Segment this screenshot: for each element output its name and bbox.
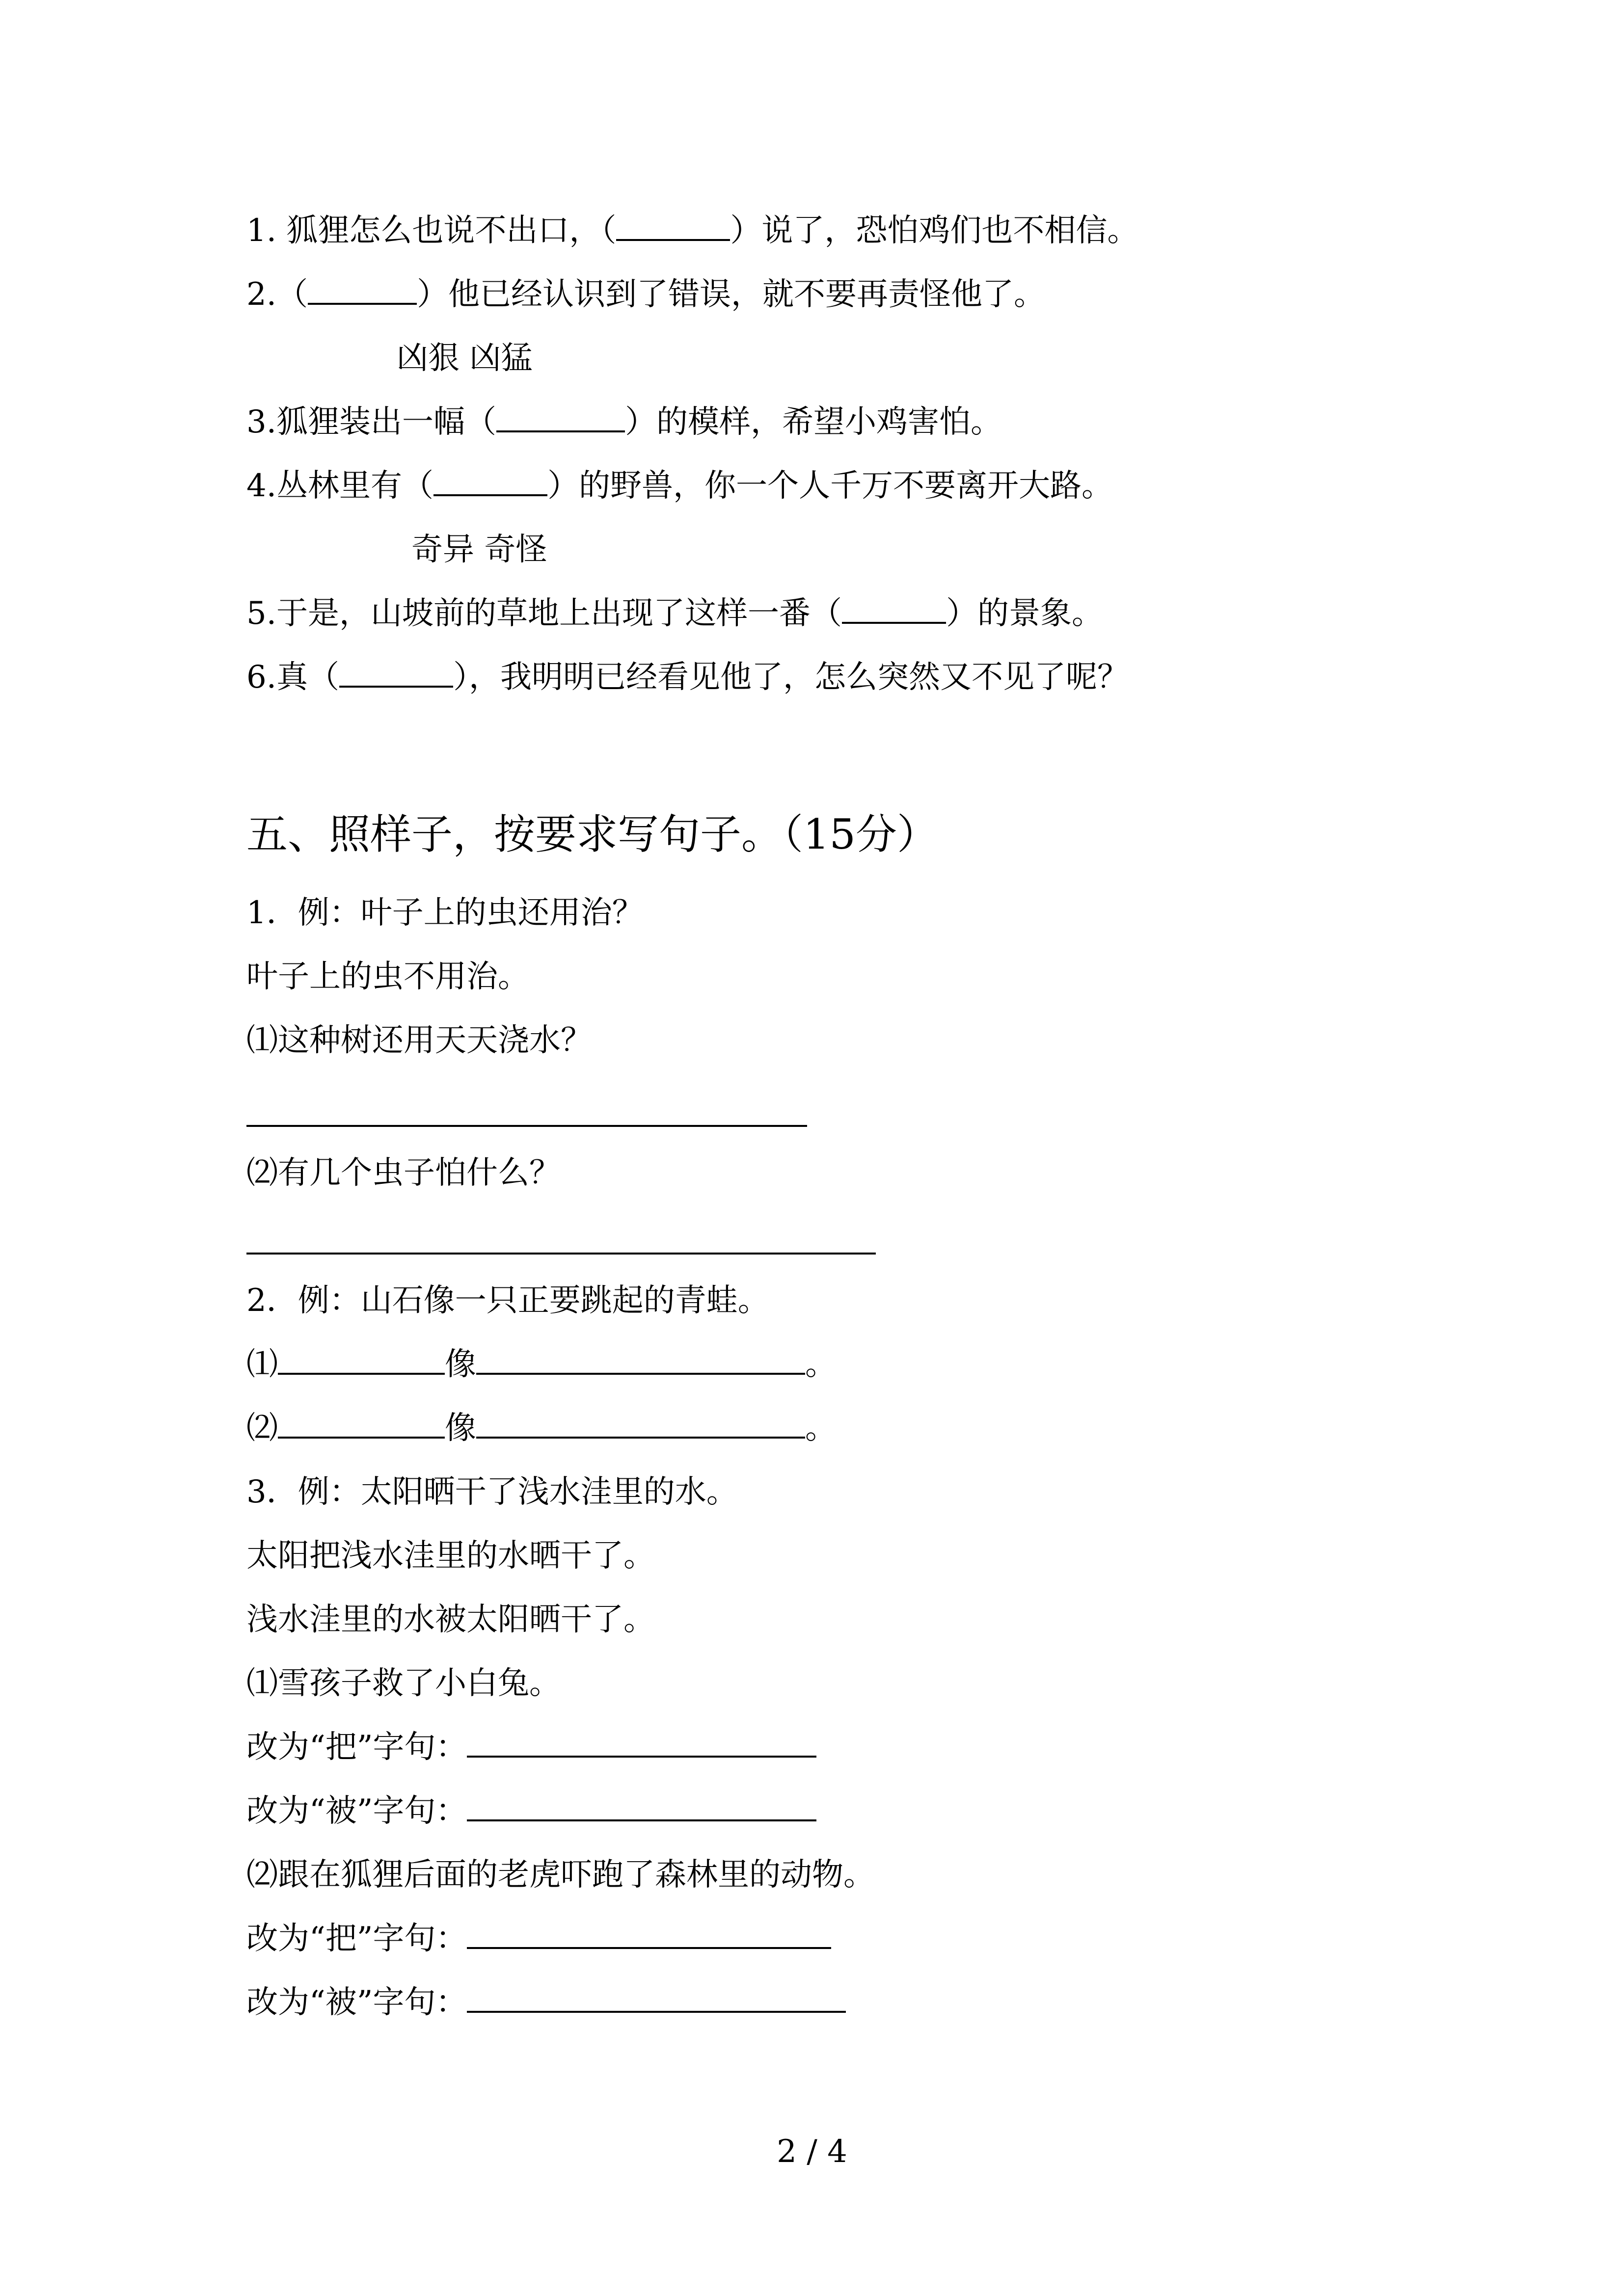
answer-blank-bei-2[interactable] [467,1981,846,2013]
answer-blank-2[interactable] [308,273,417,305]
period: 。 [805,1346,837,1383]
question-5 [246,590,1103,637]
word-choices-a: 凶狠 凶猛 [397,340,533,376]
answer-blank-subject-1[interactable] [278,1343,445,1375]
question-4 [246,462,1113,509]
question-3 [246,399,1002,446]
answer-blank-bei-1[interactable] [467,1790,816,1821]
exercise-3-example: 3．例：太阳晒干了浅水洼里的水。 [246,1474,738,1510]
question-5-text-before: 5.于是，山坡前的草地上出现了这样一番（ [246,595,842,632]
question-2-text-after: ）他已经认识到了错误，就不要再责怪他了。 [417,276,1046,313]
word-choices-b: 奇异 奇怪 [411,532,547,568]
question-4-text-after: ）的野兽，你一个人千万不要离开大路。 [547,468,1113,504]
answer-blank-subject-2[interactable] [278,1407,445,1439]
question-6 [246,654,1129,701]
answer-blank-ba-2[interactable] [467,1918,831,1949]
exercise-1-item-2: ⑵有几个虫子怕什么？ [246,1155,561,1191]
answer-blank-3[interactable] [496,401,625,432]
bei-prompt: 改为“被”字句： [246,1793,467,1829]
exercise-3-item-1: ⑴雪孩子救了小白兔。 [246,1665,561,1702]
exercise-3-item-1-bei [246,1788,816,1835]
answer-line-2[interactable] [246,1253,876,1255]
period: 。 [805,1410,837,1446]
exercise-2-example: 2．例：山石像一只正要跳起的青蛙。 [246,1282,769,1319]
like-word: 像 [445,1410,476,1446]
answer-blank-object-1[interactable] [476,1343,805,1375]
exercise-2-item-2-label: ⑵ [246,1410,278,1446]
question-3-text-before: 3.狐狸装出一幅（ [246,404,497,440]
exercise-3-item-2-ba [246,1915,831,1962]
question-1-text-after: ）说了，恐怕鸡们也不相信。 [730,213,1139,249]
answer-blank-1[interactable] [616,210,730,241]
question-2 [246,271,1045,318]
answer-blank-4[interactable] [433,465,547,496]
exercise-3-ba-sample: 太阳把浅水洼里的水晒干了。 [246,1538,655,1574]
ba-prompt: 改为“把”字句： [246,1921,467,1957]
question-1-text-before: 1. 狐狸怎么也说不出口，（ [246,213,617,249]
exercise-3-item-2-bei [246,1979,846,2026]
question-5-text-after: ）的景象。 [946,595,1104,632]
bei-prompt: 改为“被”字句： [246,1984,467,2021]
exercise-3-item-2: ⑵跟在狐狸后面的老虎吓跑了森林里的动物。 [246,1857,875,1893]
answer-blank-object-2[interactable] [476,1407,805,1439]
exercise-2-item-1 [246,1341,837,1388]
question-6-text-after: ），我明明已经看见他了，怎么突然又不见了呢？ [453,659,1129,695]
exercise-3-bei-sample: 浅水洼里的水被太阳晒干了。 [246,1602,655,1638]
answer-blank-5[interactable] [842,592,946,624]
question-4-text-before: 4.丛林里有（ [246,468,434,504]
question-6-text-before: 6.真（ [246,659,340,695]
exercise-1-sample-answer: 叶子上的虫不用治。 [246,959,529,995]
answer-line-1[interactable] [246,1125,807,1127]
question-1 [246,207,1138,254]
question-2-text-before: 2.（ [246,276,308,313]
answer-blank-ba-1[interactable] [467,1726,816,1758]
question-3-text-after: ）的模样，希望小鸡害怕。 [625,404,1002,440]
exercise-1-item-1: ⑴这种树还用天天浇水？ [246,1022,592,1059]
exercise-3-item-1-ba [246,1724,816,1771]
answer-blank-6[interactable] [339,656,453,688]
like-word: 像 [445,1346,476,1383]
page-number: 2 / 4 [777,2134,847,2170]
exercise-2-item-1-label: ⑴ [246,1346,278,1383]
ba-prompt: 改为“把”字句： [246,1729,467,1765]
exercise-2-item-2 [246,1405,837,1452]
exercise-1-example: 1．例：叶子上的虫还用治？ [246,895,644,931]
section-heading: 五、照样子，按要求写句子。（15分） [246,810,938,858]
